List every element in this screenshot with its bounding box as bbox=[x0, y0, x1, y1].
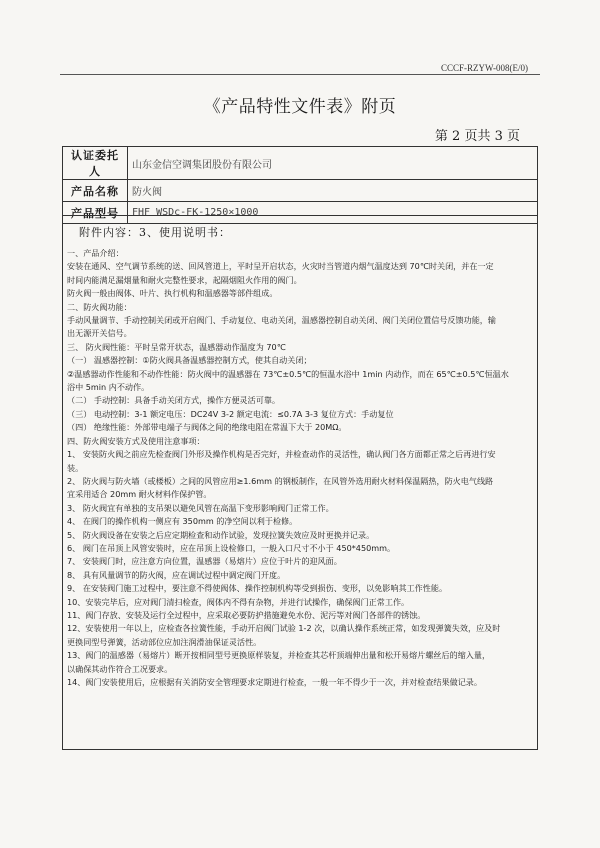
text-line: 宜采用适合 20mm 耐火材料作保护管。 bbox=[67, 489, 212, 500]
client-label: 认证委托人 bbox=[63, 147, 128, 180]
text-line: 2、 防火阀与防火墙（或楼板）之间的风管应用≥1.6mm 的钢板制作，在风管外选用耐火材料保温隔热，防火电气线路 bbox=[67, 475, 494, 486]
text-line: 一、产品介绍： bbox=[67, 248, 124, 258]
text-line: 更换同型号弹簧，活动部位应加注润滑油保证灵活性。 bbox=[67, 636, 262, 647]
text-line: 手动风量调节、手动控制关闭或开启阀门、手动复位、电动关闭，温感器控制自动关闭、阀门关闭位置信号反馈功能，输 bbox=[67, 315, 496, 326]
table-row bbox=[63, 180, 538, 202]
text-line: ②温感器动作性能和不动作性能：防火阀中的温感器在 73℃±0.5℃的恒温水浴中 1min 内动作，而在 65℃±0.5℃恒温水 bbox=[67, 368, 509, 379]
client-value: 山东金信空调集团股份有限公司 bbox=[128, 147, 538, 180]
text-line: 出无源开关信号。 bbox=[67, 328, 132, 339]
text-line: 5、 防火阀设备在安装之后应定期检查和动作试验，发现拉簧失效应及时更换并记录。 bbox=[67, 529, 375, 540]
text-line: 10、安装完毕后，应对阀门清扫检查，阀体内不得有杂物，并进行试操作，确保阀门正常工作。 bbox=[67, 596, 410, 607]
text-line: （二） 手动控制：具备手动关闭方式，操作方便灵活可靠。 bbox=[67, 395, 281, 406]
table-row bbox=[63, 147, 538, 180]
text-line: （三） 电动控制：3-1 额定电压：DC24V 3-2 额定电流：≤0.7A 3-3 复位方式：手动复位 bbox=[67, 408, 394, 419]
text-line: 12、安装使用一年以上，应检查各拉簧性能，手动开启阀门试验 1-2 次，以确认操作系统正常，如发现弹簧失效，应及时 bbox=[67, 623, 501, 634]
text-line: 6、 阀门在吊顶上风管安装时，应在吊顶上设检修口，一般入口尺寸不小于 450*450mm。 bbox=[67, 542, 396, 553]
text-line: 装。 bbox=[67, 462, 84, 473]
product-info-table bbox=[62, 146, 538, 224]
product-name-label: 产品名称 bbox=[63, 180, 128, 202]
text-line: 二、防火阀功能： bbox=[67, 301, 132, 312]
page-number: 第 2 页共 3 页 bbox=[434, 129, 520, 144]
manual-text bbox=[67, 247, 533, 689]
text-line: 9、 在安装阀门施工过程中，要注意不得使阀体、操作控制机构等受到损伤、变形，以免影响其工作性能。 bbox=[67, 583, 448, 594]
page-title: 《产品特性文件表》附页 bbox=[203, 97, 397, 117]
text-line: 防火阀一般由阀体、叶片、执行机构和温感器等部件组成。 bbox=[67, 288, 278, 299]
attachment-content-box bbox=[62, 215, 538, 750]
header-divider bbox=[60, 74, 540, 75]
text-line: 14、阀门安装使用后，应根据有关消防安全管理要求定期进行检查，一般一年不得少于一次，并对检查结果做记录。 bbox=[67, 677, 482, 687]
text-line: 时间内能满足漏烟量和耐火完整性要求，起隔烟阻火作用的阀门。 bbox=[67, 274, 302, 285]
product-model-label: 产品型号 bbox=[63, 202, 128, 224]
text-line: 13、阀门的温感器（易熔片）断开按相同型号更换原样装复，并检查其芯杆顶端伸出量和松开易熔片螺丝后的缩入量， bbox=[67, 650, 491, 661]
text-line: 4、 在阀门的操作机构一侧应有 350mm 的净空间以利于检修。 bbox=[67, 516, 298, 527]
text-line: （一） 温感器控制：①防火阀具备温感器控制方式，使其自动关闭； bbox=[67, 355, 312, 366]
text-line: 11、阀门存放、安装及运行全过程中，应采取必要防护措施避免水份、泥污等对阀门各部件的锈蚀。 bbox=[67, 609, 426, 620]
text-line: 浴中 5min 内不动作。 bbox=[67, 382, 150, 393]
product-name-value: 防火阀 bbox=[128, 180, 538, 202]
text-line: （四） 绝缘性能：外部带电端子与阀体之间的绝缘电阻在常温下大于 20MΩ。 bbox=[67, 422, 347, 433]
product-model-value: FHF WSDc-FK-1250×1000 bbox=[128, 202, 538, 224]
document-code: CCCF-RZYW-008(E/0) bbox=[441, 63, 528, 73]
text-line: 以确保其动作符合工况要求。 bbox=[67, 663, 173, 674]
text-line: 安装在通风、空气调节系统的送、回风管道上，平时呈开启状态，火灾时当管道内烟气温度达到 70℃时关闭，并在一定 bbox=[67, 261, 494, 272]
text-line: 1、 安装防火阀之前应先检查阀门外形及操作机构是否完好，并检查动作的灵活性，确认阀门各方面都正常之后再进行安 bbox=[67, 449, 496, 460]
text-line: 8、 具有风量调节的防火阀，应在调试过程中调定阀门开度。 bbox=[67, 569, 286, 580]
text-line: 四、防火阀安装方式及使用注意事项： bbox=[67, 435, 205, 446]
text-line: 三、 防火阀性能：平时呈常开状态，温感器动作温度为 70℃ bbox=[67, 341, 286, 352]
text-line: 7、 安装阀门时，应注意方向位置，温感器（易熔片）应位于叶片的迎风面。 bbox=[67, 556, 342, 567]
attachment-heading: 附件内容：3、使用说明书： bbox=[79, 226, 231, 239]
text-line: 3、 防火阀宜有单独的支吊架以避免风管在高温下变形影响阀门正常工作。 bbox=[67, 502, 334, 513]
